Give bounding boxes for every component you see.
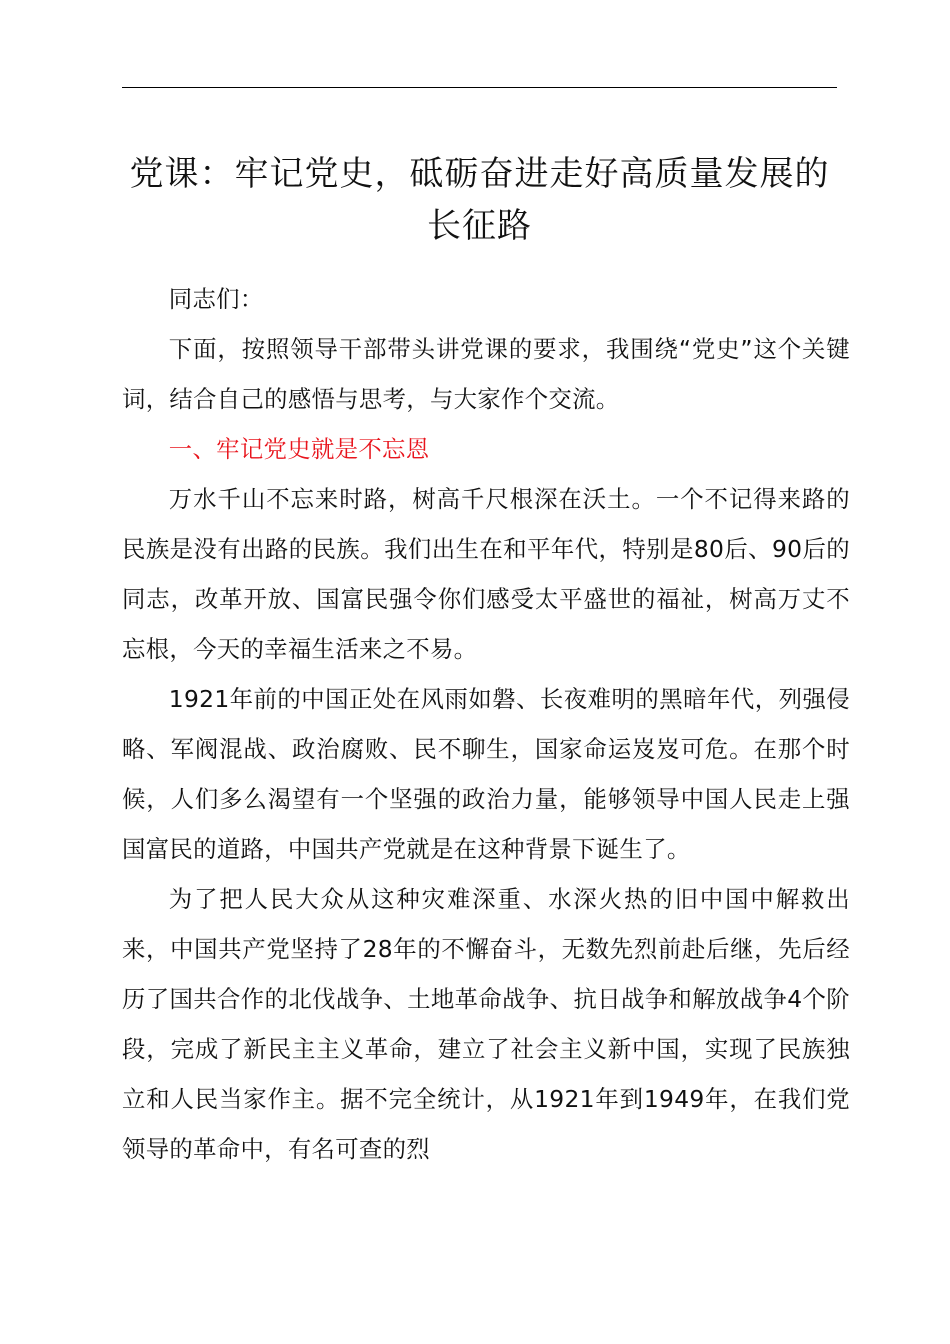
body-paragraph: 为了把人民大众从这种灾难深重、水深火热的旧中国中解救出来，中国共产党坚持了28年的不懈奋斗，无数先烈前赴后继，先后经历了国共合作的北伐战争、土地革命战争、抗日战争和解放战争4个阶段，完成了新民主主义革命，建立了社会主义新中国，实现了民族独立和人民当家作主。据不完全统计，从1921年到1949年，在我们党领导的革命中，有名可查的烈: [122, 885, 850, 1163]
salutation: 同志们：: [168, 285, 264, 313]
document-title: 党课：牢记党史，砥砺奋进走好高质量发展的长征路: [129, 154, 830, 246]
body-paragraph: 万水千山不忘来时路，树高千尺根深在沃土。一个不记得来路的民族是没有出路的民族。我们出生在和平年代，特别是80后、90后的同志，改革开放、国富民强令你们感受太平盛世的福祉，树高万丈不忘根，今天的幸福生活来之不易。: [122, 485, 850, 663]
body-paragraph: 1921年前的中国正处在风雨如磐、长夜难明的黑暗年代，列强侵略、军阀混战、政治腐败、民不聊生，国家命运岌岌可危。在那个时候，人们多么渴望有一个坚强的政治力量，能够领导中国人民走上强国富民的道路，中国共产党就是在这种背景下诞生了。: [122, 685, 850, 863]
section-heading: 一、牢记党史就是不忘恩: [168, 435, 430, 463]
header-rule: [122, 87, 837, 88]
document-body: [122, 274, 850, 1174]
intro-paragraph: 下面，按照领导干部带头讲党课的要求，我围绕“党史”这个关键词，结合自己的感悟与思考，与大家作个交流。: [122, 335, 850, 413]
